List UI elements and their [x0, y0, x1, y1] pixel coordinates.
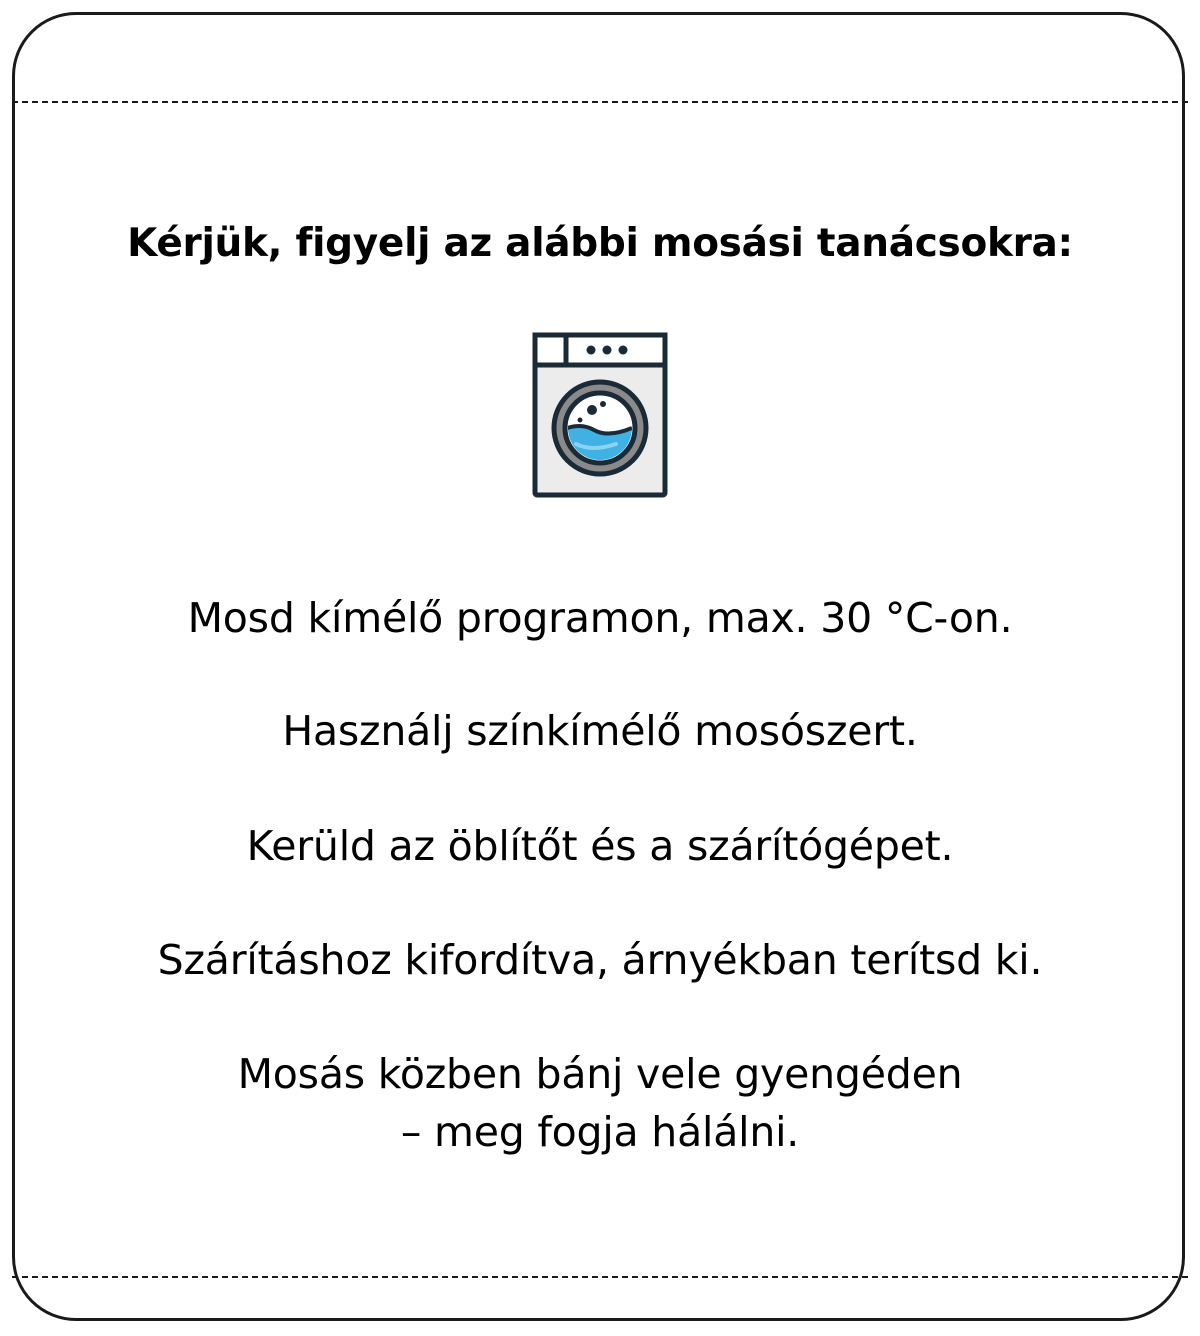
tip-gentle-line-1: Mosás közben bánj vele gyengéden — [237, 1050, 963, 1098]
card-heading: Kérjük, figyelj az alábbi mosási tanácsokra: — [127, 221, 1073, 266]
tip-softener-dryer: Kerüld az öblítőt és a szárítógépet. — [246, 822, 954, 870]
top-dashed-divider — [12, 101, 1188, 103]
washing-machine-icon — [532, 332, 668, 498]
tip-detergent: Használj színkímélő mosószert. — [282, 707, 918, 755]
tip-wash-program: Mosd kímélő programon, max. 30 °C-on. — [187, 594, 1013, 642]
bottom-dashed-divider — [12, 1276, 1188, 1278]
tip-drying: Szárításhoz kifordítva, árnyékban terítsd ki. — [157, 936, 1043, 984]
tip-gentle-line-2: – meg fogja hálálni. — [400, 1108, 800, 1156]
